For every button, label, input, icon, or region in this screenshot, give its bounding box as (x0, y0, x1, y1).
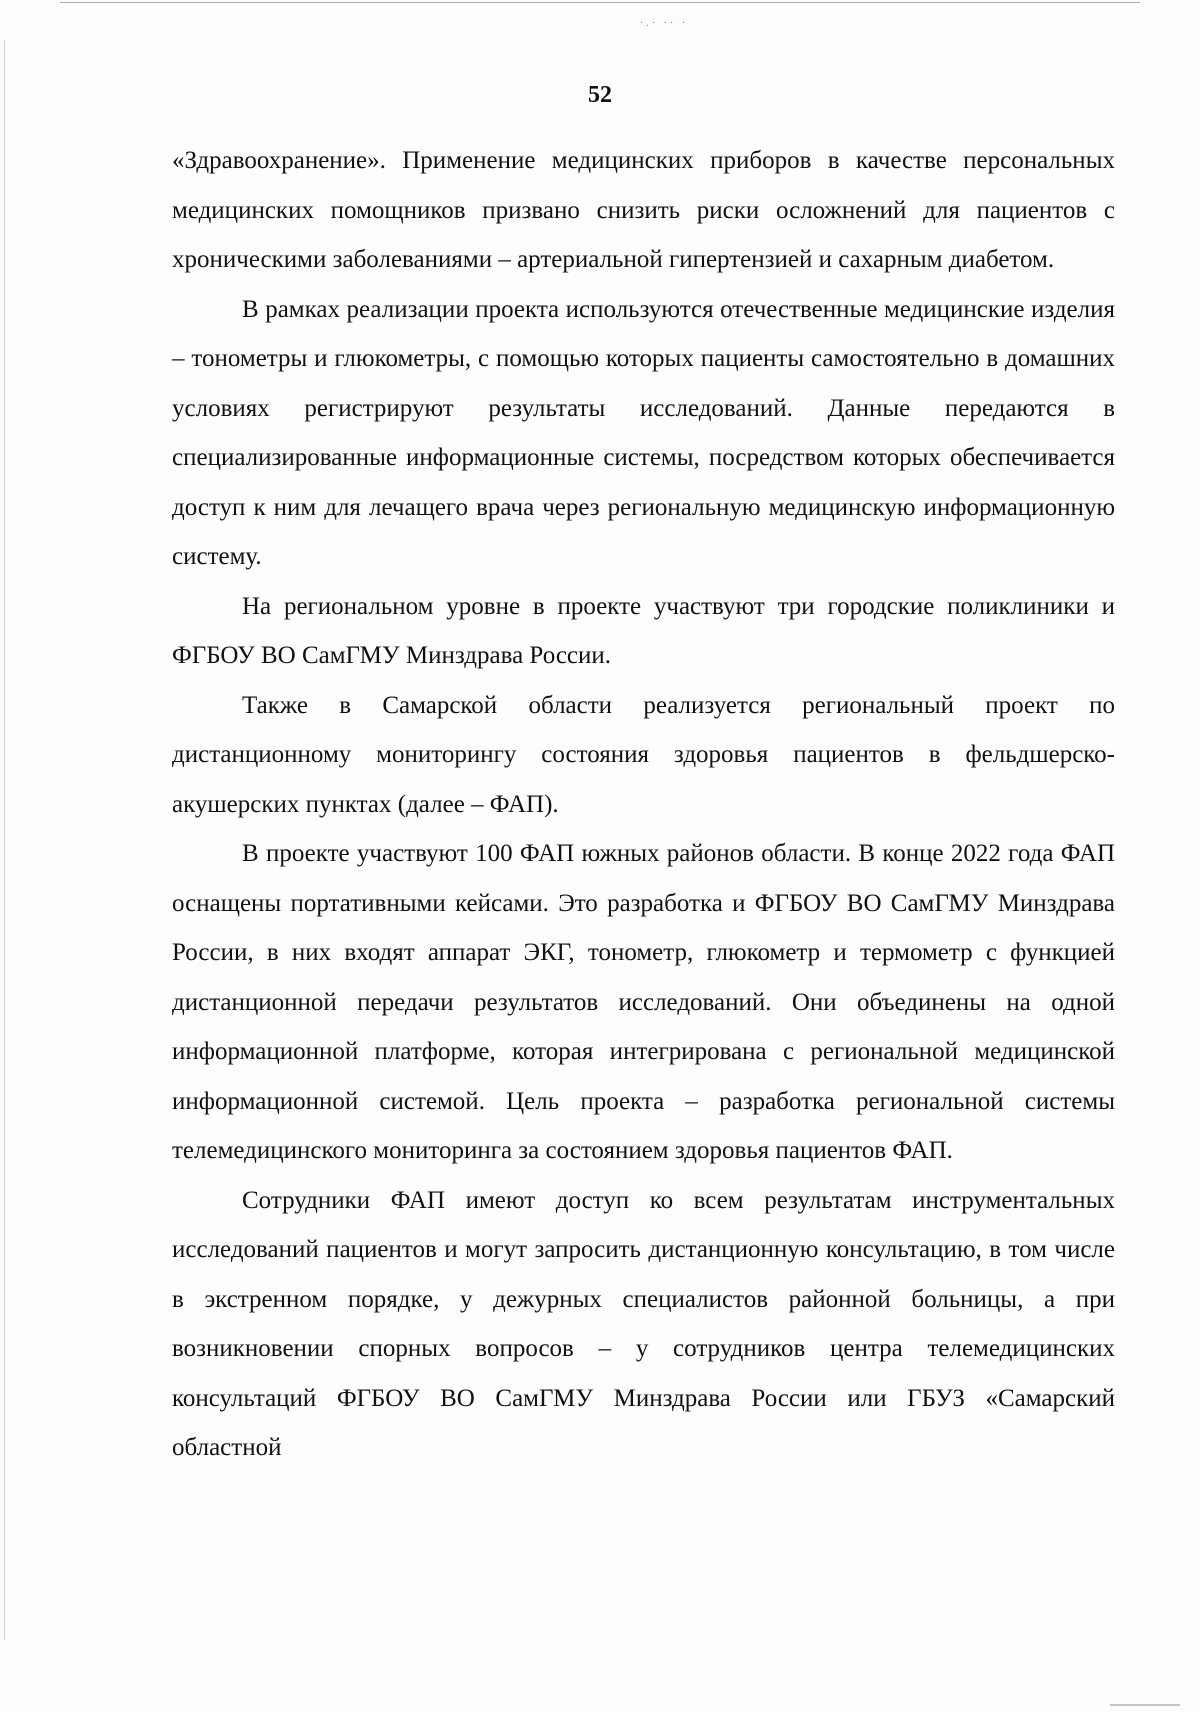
scan-artifact-edge (4, 40, 5, 1640)
paragraph-3: На региональном уровне в проекте участвуют три городские поликлиники и ФГБОУ ВО СамГМУ Минздрава России. (172, 592, 1115, 669)
paragraph-1: «Здравоохранение». Применение медицинских приборов в качестве персональных медицинских помощников призвано снизить риски осложнений для пациентов с хроническими заболеваниями – артериальной гипертензией и сахарным диабетом. (172, 147, 1115, 273)
paragraph-2: В рамках реализации проекта используются отечественные медицинские изделия – тонометры и глюкометры, с помощью которых пациенты самостоятельно в домашних условиях регистрируют результаты исследований. Данные передаются в специализированные информационные системы, посредством которых обеспечивается доступ к ним для лечащего врача через региональную медицинскую информационную систему. (172, 295, 1115, 570)
scan-artifact-line (60, 2, 1140, 3)
page-number: 52 (588, 82, 612, 108)
body-text (172, 136, 1115, 1473)
paragraph-5: В проекте участвуют 100 ФАП южных районов области. В конце 2022 года ФАП оснащены портативными кейсами. Это разработка и ФГБОУ ВО СамГМУ Минздрава России, в них входят аппарат ЭКГ, тонометр, глюкометр и термометр с функцией дистанционной передачи результатов исследований. Они объединены на одной информационной платформе, которая интегрирована с региональной медицинской информационной системой. Цель проекта – разработка региональной системы телемедицинского мониторинга за состоянием здоровья пациентов ФАП. (172, 840, 1115, 1164)
scan-artifact-dots: ·.· ·· · (640, 18, 689, 29)
paragraph-4: Также в Самарской области реализуется региональный проект по дистанционному мониторингу состояния здоровья пациентов в фельдшерско-акушерских пунктах (далее – ФАП). (172, 691, 1115, 818)
scan-artifact-corner (1110, 1704, 1180, 1706)
paragraph-6: Сотрудники ФАП имеют доступ ко всем результатам инструментальных исследований пациентов и могут запросить дистанционную консультацию, в том числе в экстренном порядке, у дежурных специалистов районной больницы, а при возникновении спорных вопросов – у сотрудников центра телемедицинских консультаций ФГБОУ ВО СамГМУ Минздрава России или ГБУЗ «Самарский областной (172, 1186, 1115, 1461)
